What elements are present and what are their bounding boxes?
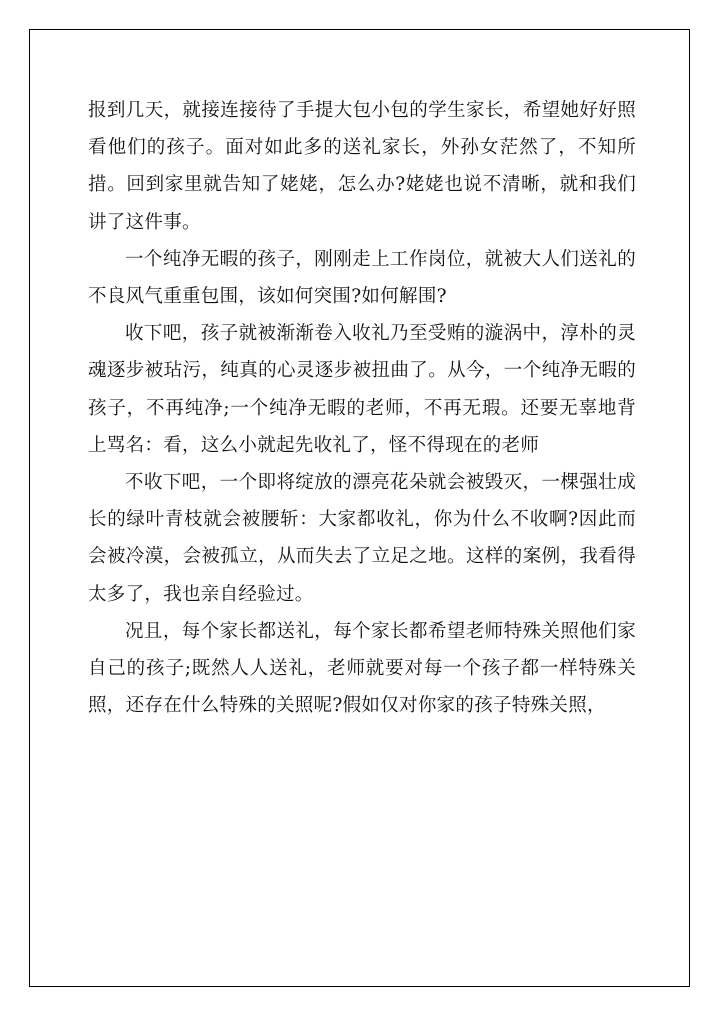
paragraph-1: 报到几天，就接连接待了手提大包小包的学生家长，希望她好好照看他们的孩子。面对如此多的送礼家长，外孙女茫然了，不知所措。回到家里就告知了姥姥，怎么办?姥姥也说不清晰，就和我们讲了这件事。 bbox=[88, 100, 636, 233]
paragraph-5: 况且，每个家长都送礼，每个家长都希望老师特殊关照他们家自己的孩子;既然人人送礼，老师就要对每一个孩子都一样特殊关照，还存在什么特殊的关照呢?假如仅对你家的孩子特殊关照， bbox=[88, 620, 636, 717]
document-body bbox=[88, 92, 636, 724]
paragraph-4: 不收下吧，一个即将绽放的漂亮花朵就会被毁灭，一棵强壮成长的绿叶青枝就会被腰斩：大家都收礼，你为什么不收啊?因此而会被冷漠，会被孤立，从而失去了立足之地。这样的案例，我看得太多了，我也亲自经验过。 bbox=[88, 472, 636, 605]
paragraph-3: 收下吧，孩子就被渐渐卷入收礼乃至受贿的漩涡中，淳朴的灵魂逐步被玷污，纯真的心灵逐步被扭曲了。从今，一个纯净无暇的孩子，不再纯净;一个纯净无暇的老师，不再无瑕。还要无辜地背上骂名：看，这么小就起先收礼了，怪不得现在的老师 bbox=[88, 323, 636, 456]
paragraph-2: 一个纯净无暇的孩子，刚刚走上工作岗位，就被大人们送礼的不良风气重重包围，该如何突围?如何解围? bbox=[88, 248, 636, 308]
